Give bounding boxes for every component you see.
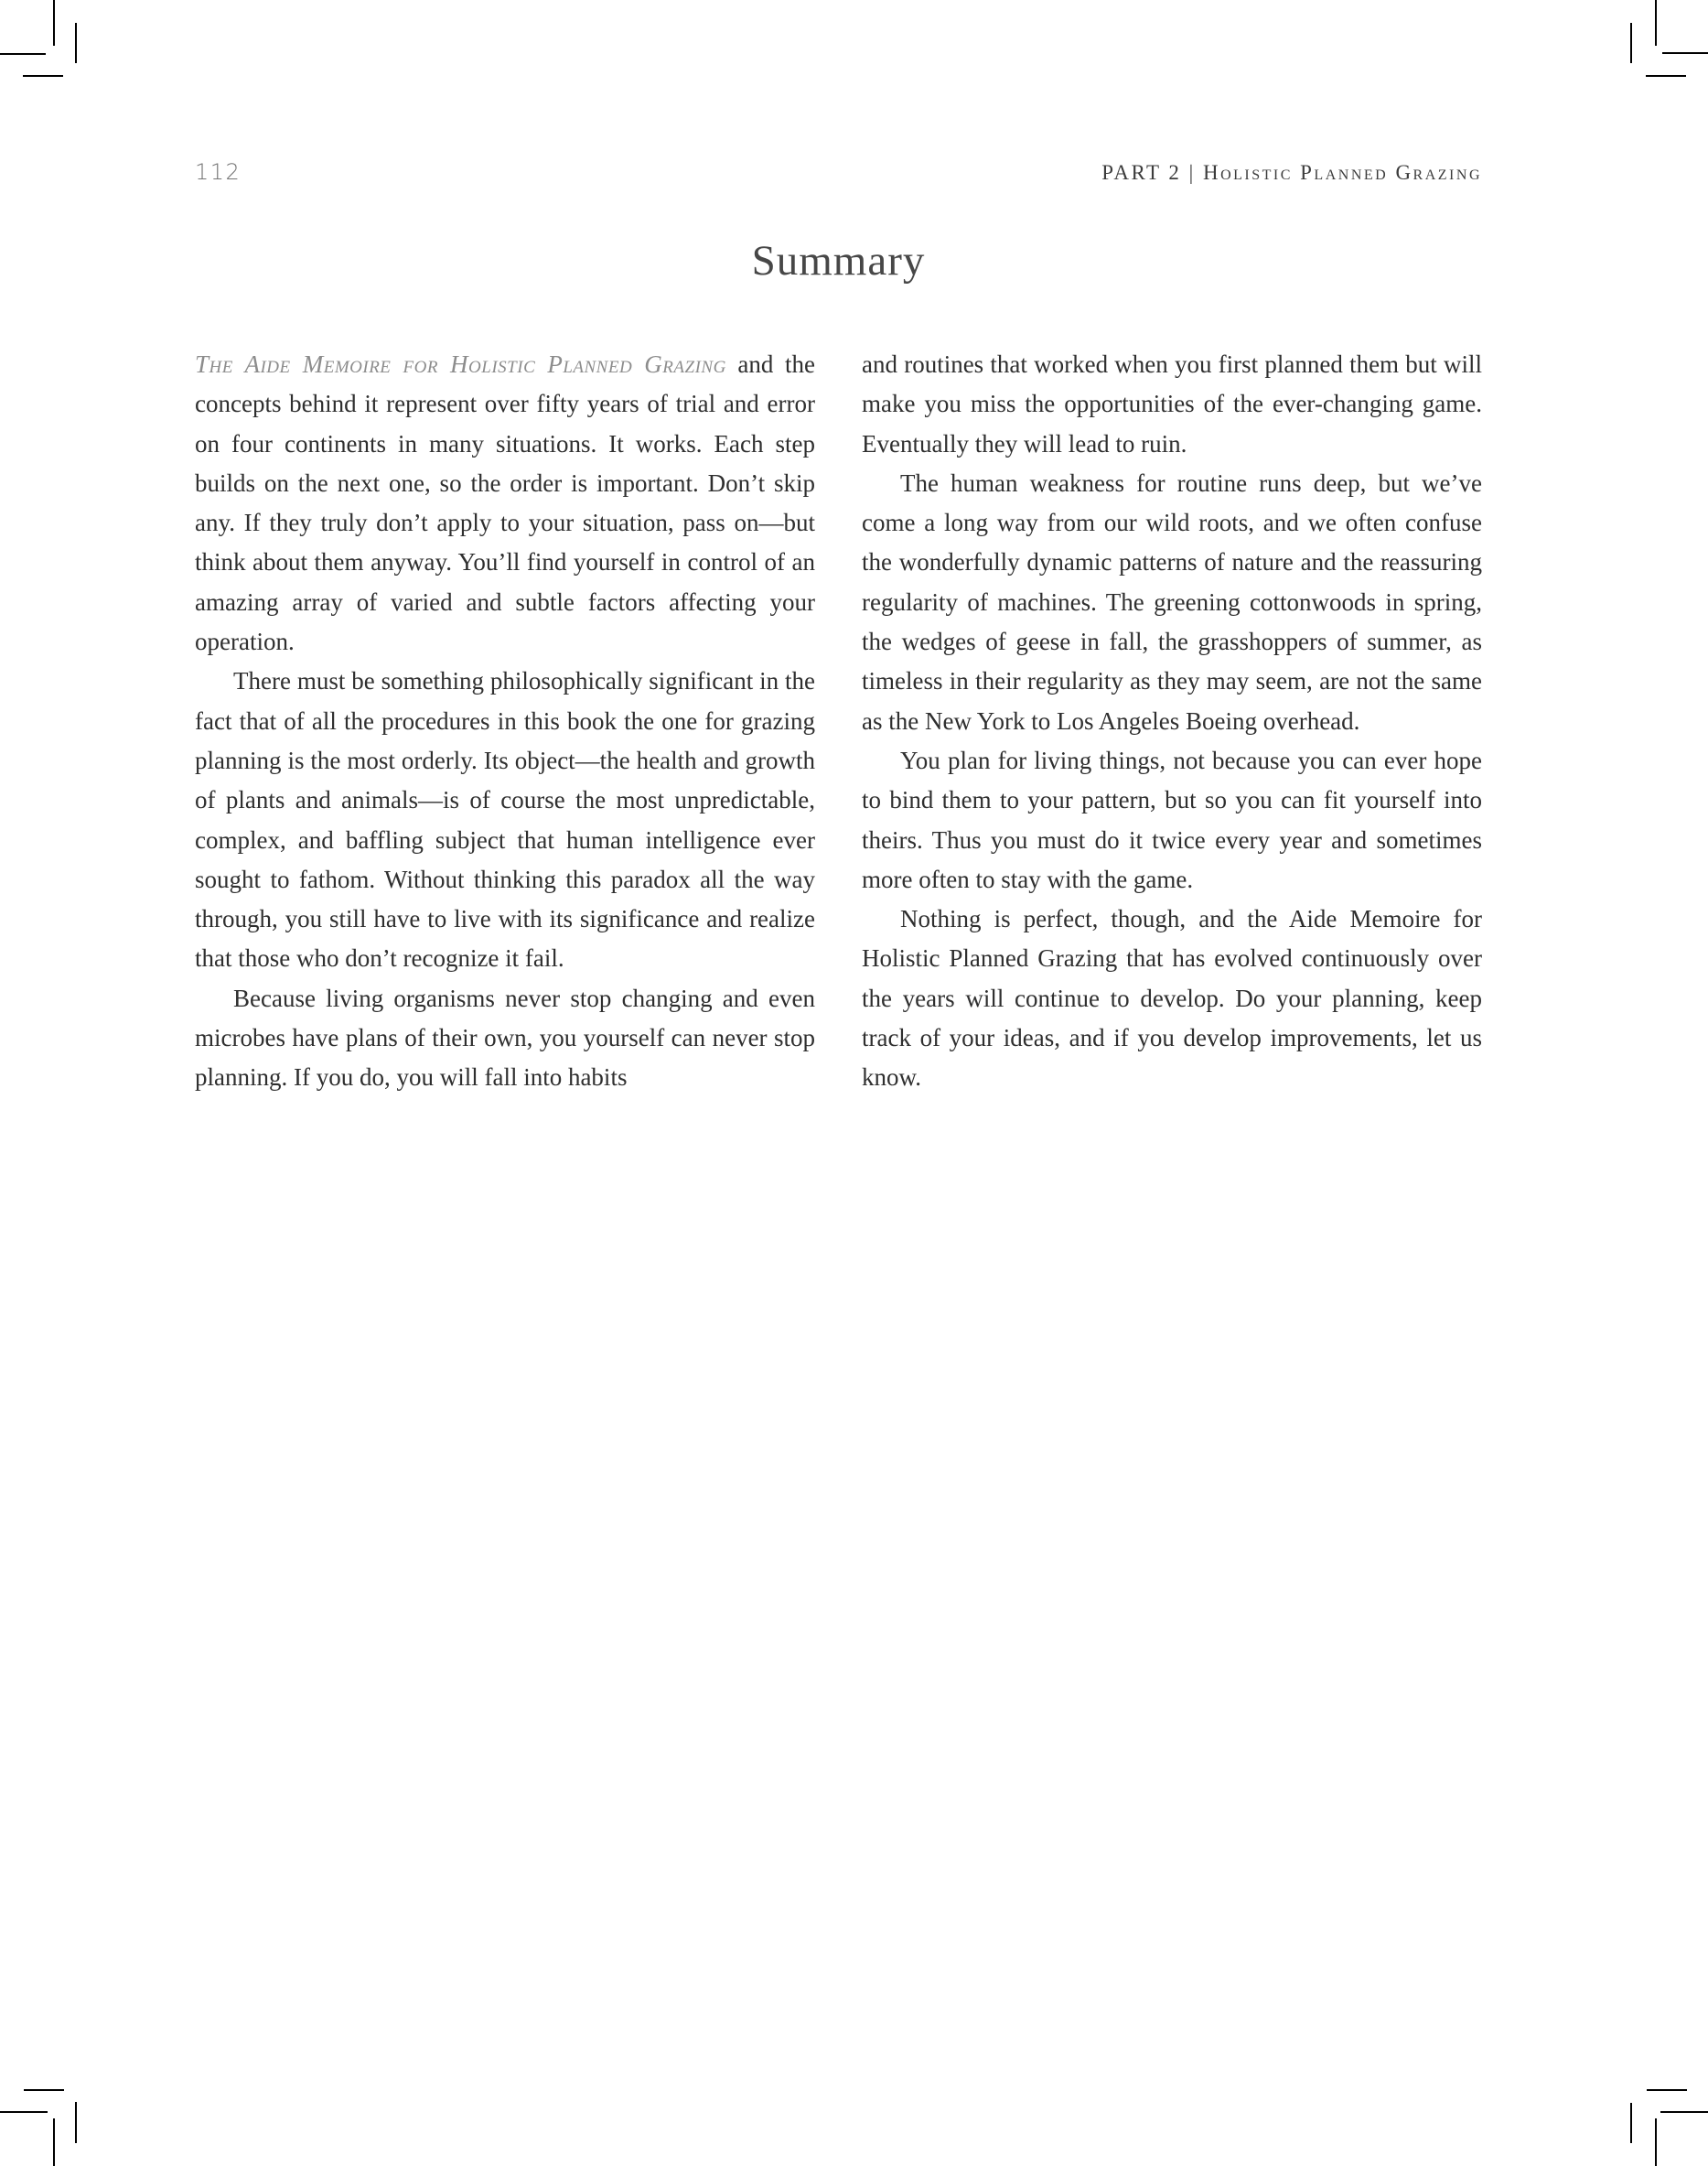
crop-mark [1630,23,1632,63]
crop-mark [24,2089,64,2091]
crop-mark [1655,2118,1657,2166]
crop-mark [1647,2089,1687,2091]
lead-in-phrase: The Aide Memoire for Holistic Planned Grazing [195,350,726,378]
paragraph-7: Nothing is perfect, though, and the Aide Memoire for Holistic Planned Grazing that has evolved continuously over the years will continue to develop. Do your planning, keep track of your ideas, and if you develop improvements, let us know. [862,905,1482,1092]
crop-mark [0,53,46,55]
crop-mark [1630,2103,1632,2143]
crop-mark [0,2111,48,2113]
crop-mark [1660,2111,1708,2113]
paragraph-4: and routines that worked when you first planned them but will make you miss the opportunities of the ever-changing game. Eventually they will lead to ruin. [862,350,1482,458]
paragraph-1-text: and the concepts behind it represent over fifty years of trial and error on four continents in many situations. It works. Each step builds on the next one, so the order is important. Don’t skip any. If they truly don’t apply to your situation, pass on—but think about them anyway. You’ll find yourself in control of an amazing array of varied and subtle factors affecting your operation. [195,350,815,656]
right-column [862,345,1482,1098]
running-header: PART 2 | Holistic Planned Grazing [1101,161,1482,184]
crop-mark [75,23,77,63]
crop-mark [53,0,55,46]
crop-mark [1662,52,1708,54]
left-column [195,345,815,1098]
page-number: 112 [195,159,242,185]
crop-mark [1646,75,1686,77]
paragraph-6: You plan for living things, not because you can ever hope to bind them to your pattern, but so you can fit yourself into theirs. Thus you must do it twice every year and sometimes more often to stay with the game. [862,746,1482,893]
crop-mark [53,2118,55,2166]
crop-mark [75,2102,77,2143]
paragraph-2: There must be something philosophically significant in the fact that of all the procedures in this book the one for grazing planning is the most orderly. Its object—the health and growth of plants and animals—is of course the most unpredictable, complex, and baffling subject that human intelligence ever sought to fathom. Without thinking this paradox all the way through, you still have to live with its significance and realize that those who don’t recognize it fail. [195,667,815,973]
running-head [195,159,1482,185]
page-title: Summary [751,237,926,285]
paragraph-3: Because living organisms never stop changing and even microbes have plans of their own, you yourself can never stop planning. If you do, you will fall into habits [195,984,815,1092]
two-column-text [195,345,1482,1098]
crop-mark [1655,0,1657,46]
crop-mark [23,75,63,77]
paragraph-1 [195,345,815,662]
paragraph-5: The human weakness for routine runs deep, but we’ve come a long way from our wild roots, and we often confuse the wonderfully dynamic patterns of nature and the reassuring regularity of machines. The greening cottonwoods in spring, the wedges of geese in fall, the grasshoppers of summer, as timeless in their regularity as they may seem, are not the same as the New York to Los Angeles Boeing overhead. [862,469,1482,735]
